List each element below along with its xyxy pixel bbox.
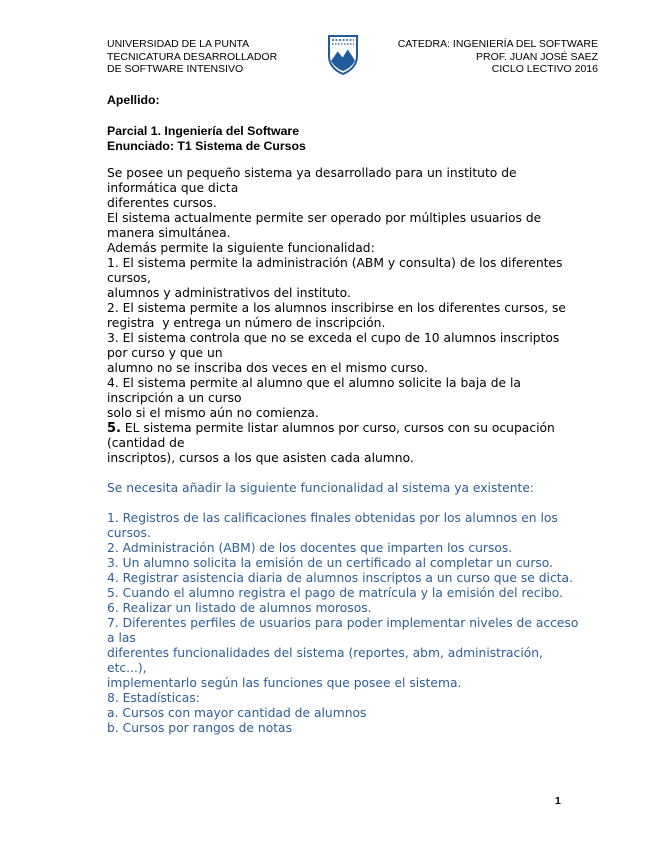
body-line: Se posee un pequeño sistema ya desarrollado para un instituto de [107, 166, 517, 180]
body-line: registra y entrega un número de inscripción. [107, 316, 386, 330]
body-line: 3. El sistema controla que no se exceda el cupo de 10 alumnos inscriptos [107, 331, 560, 345]
requirements-intro: Se necesita añadir la siguiente funcionalidad al sistema ya existente: [107, 481, 535, 495]
header-professor: PROF. JUAN JOSÉ SAEZ [476, 50, 598, 63]
requirement-line: diferentes funcionalidades del sistema (reportes, abm, administración, [107, 646, 543, 660]
header-university: UNIVERSIDAD DE LA PUNTA [107, 38, 250, 50]
requirement-line: etc...), [107, 661, 147, 675]
exam-subtitle: Enunciado: T1 Sistema de Cursos [107, 138, 306, 153]
body-line: informática que dicta [107, 181, 239, 195]
page-number: 1 [555, 795, 561, 807]
requirements-section [107, 481, 602, 736]
requirement-line: 4. Registrar asistencia diaria de alumnos inscriptos a un curso que se dicta. [107, 571, 573, 585]
requirement-line: 6. Realizar un listado de alumnos morosos. [107, 601, 372, 615]
body-line: alumno no se inscriba dos veces en el mismo curso. [107, 361, 428, 375]
body-line: manera simultánea. [107, 226, 231, 240]
requirement-line: a las [107, 631, 136, 645]
exam-title: Parcial 1. Ingeniería del Software [107, 124, 300, 138]
header-chair: CATEDRA: INGENIERÍA DEL SOFTWARE [397, 38, 598, 50]
body-line: por curso y que un [107, 346, 223, 360]
requirement-line: 5. Cuando el alumno registra el pago de matrícula y la emisión del recibo. [107, 586, 564, 600]
header-academic-year: CICLO LECTIVO 2016 [491, 63, 598, 76]
requirement-line: 3. Un alumno solicita la emisión de un certificado al completar un curso. [107, 556, 554, 570]
header-career-line-2: DE SOFTWARE INTENSIVO [107, 63, 244, 76]
item-5-number: 5. [107, 421, 121, 436]
body-line: 2. El sistema permite a los alumnos inscribirse en los diferentes cursos, se [107, 301, 566, 315]
body-line: 4. El sistema permite al alumno que el alumno solicite la baja de la [107, 376, 521, 390]
body-line-item-5 [107, 421, 597, 436]
university-crest-icon [326, 34, 360, 76]
body-line: 1. El sistema permite la administración (ABM y consulta) de los diferentes [107, 256, 563, 270]
body-line: inscripción a un curso [107, 391, 242, 405]
header-institution [107, 38, 277, 76]
body-line: cursos, [107, 271, 151, 285]
requirement-line: 7. Diferentes perfiles de usuarios para poder implementar niveles de acceso [107, 616, 579, 630]
body-line: (cantidad de [107, 436, 185, 450]
item-5-text: EL sistema permite listar alumnos por curso, cursos con su ocupación [124, 421, 555, 435]
requirement-line: 2. Administración (ABM) de los docentes que imparten los cursos. [107, 541, 513, 555]
spacer [107, 496, 602, 511]
body-line: alumnos y administrativos del instituto. [107, 286, 351, 300]
header-career-line-1: TECNICATURA DESARROLLADOR [107, 50, 278, 63]
body-line: solo si el mismo aún no comienza. [107, 406, 319, 420]
requirement-line: implementarlo según las funciones que posee el sistema. [107, 676, 462, 690]
body-line: diferentes cursos. [107, 196, 217, 210]
header-course-info [398, 38, 598, 76]
body-line: Además permite la siguiente funcionalidad: [107, 241, 375, 255]
requirement-line: cursos. [107, 526, 151, 540]
body-line: El sistema actualmente permite ser operado por múltiples usuarios de [107, 211, 542, 225]
system-description [107, 166, 597, 466]
surname-label: Apellido: [107, 93, 160, 107]
requirement-line: 1. Registros de las calificaciones finales obtenidas por los alumnos en los [107, 511, 558, 525]
requirement-line: 8. Estadísticas: [107, 691, 200, 705]
requirement-line: b. Cursos por rangos de notas [107, 721, 292, 735]
exam-titles [107, 124, 306, 153]
requirement-line: a. Cursos con mayor cantidad de alumnos [107, 706, 367, 720]
body-line: inscriptos), cursos a los que asisten cada alumno. [107, 451, 414, 465]
